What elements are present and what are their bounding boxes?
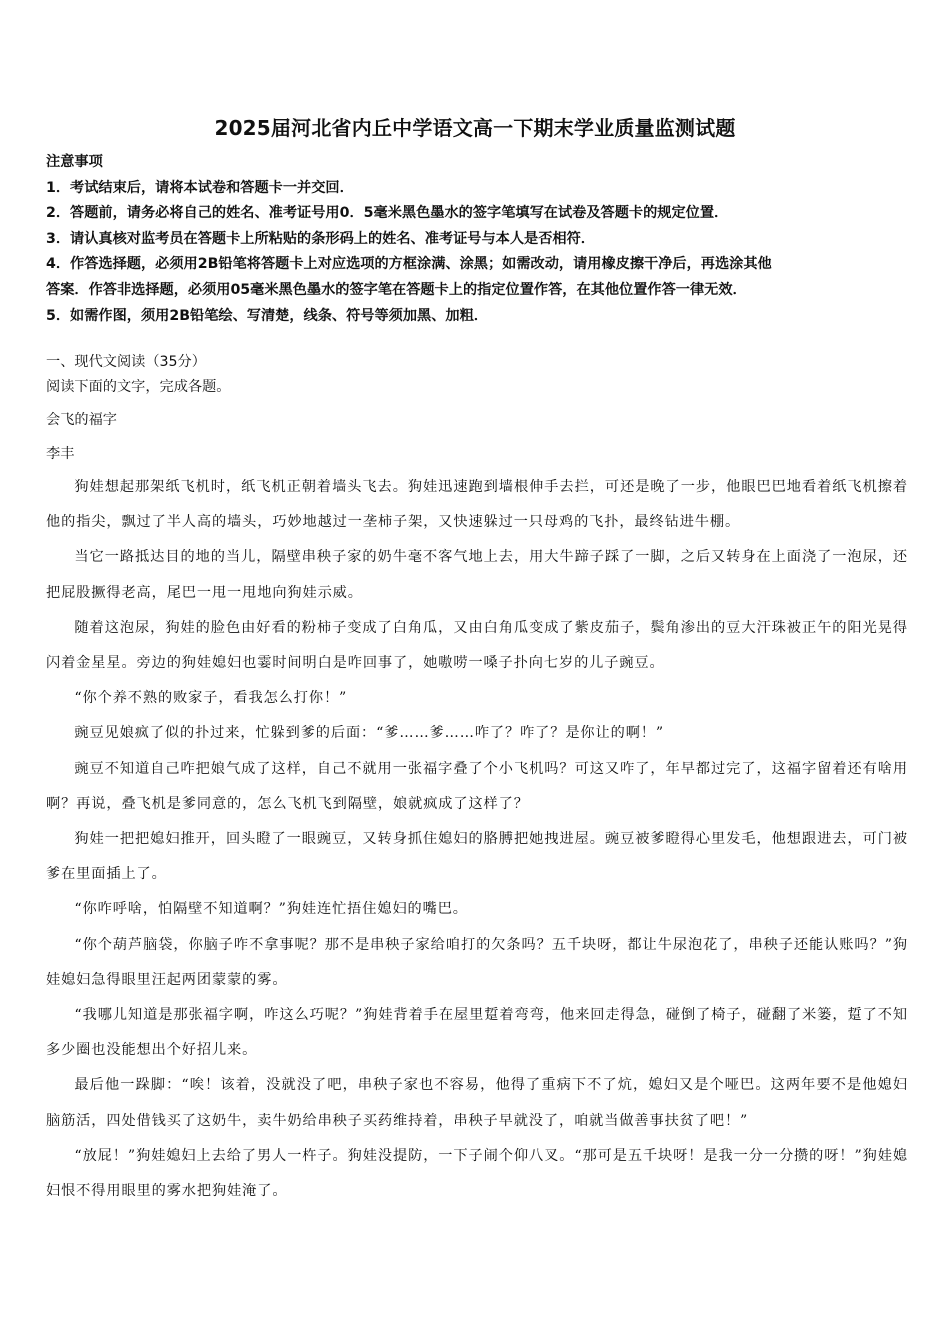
story-paragraph: 狗娃一把把媳妇推开，回头瞪了一眼豌豆，又转身抓住媳妇的胳膊把她拽进屋。豌豆被爹瞪得心里发毛，他想跟进去，可门被爹在里面插上了。 (46, 831, 908, 883)
notice-section (46, 150, 916, 329)
story-paragraph: “放屁！”狗娃媳妇上去给了男人一杵子。狗娃没提防，一下子闹个仰八叉。“那可是五千块呀！是我一分一分攒的呀！”狗娃媳妇恨不得用眼里的雾水把狗娃淹了。 (46, 1147, 908, 1200)
story-paragraph: “你咋呼啥，怕隔壁不知道啊？”狗娃连忙捂住媳妇的嘴巴。 (74, 901, 468, 918)
section-instruction: 阅读下面的文字，完成各题。 (46, 379, 231, 395)
notice-heading: 注意事项 (46, 154, 103, 170)
notice-item: 4．作答选择题，必须用2B铅笔将答题卡上对应选项的方框涂满、涂黑；如需改动，请用橡皮擦干净后，再选涂其他 (46, 256, 772, 273)
story-title: 会飞的福字 (46, 412, 117, 428)
notice-item: 2．答题前，请务必将自己的姓名、准考证号用0．5毫米黑色墨水的签字笔填写在试卷及答题卡的规定位置． (46, 205, 729, 222)
story-paragraph: 狗娃想起那架纸飞机时，纸飞机正朝着墙头飞去。狗娃迅速跑到墙根伸手去拦，可还是晚了一步，他眼巴巴地看着纸飞机擦着他的指尖，飘过了半人高的墙头，巧妙地越过一垄柿子架，又快速躲过一只母鸡的飞扑，最终钻进牛棚。 (46, 479, 908, 531)
story-paragraph: 豌豆不知道自己咋把娘气成了这样，自己不就用一张福字叠了个小飞机吗？可这又咋了，年早都过完了，这福字留着还有啥用啊？再说，叠飞机是爹同意的，怎么飞机飞到隔壁，娘就疯成了这样了？ (46, 760, 908, 812)
story-paragraph: 最后他一跺脚：“唉！该着，没就没了吧，串秧子家也不容易，他得了重病下不了炕，媳妇又是个哑巴。这两年要不是他媳妇脑筋活，四处借钱买了这奶牛，卖牛奶给串秧子买药维持着，串秧子早就没了，咱就当做善事扶贫了吧！” (46, 1077, 908, 1129)
notice-item: 3．请认真核对监考员在答题卡上所粘贴的条形码上的姓名、准考证号与本人是否相符． (46, 230, 595, 247)
section-title: 一、现代文阅读（35分） (46, 354, 206, 370)
page-title: 2025届河北省内丘中学语文高一下期末学业质量监测试题 (214, 116, 736, 140)
reading-section-header (46, 350, 230, 400)
story-body (46, 470, 908, 1209)
story-paragraph: 豌豆见娘疯了似的扑过来，忙躲到爹的后面：“爹……爹……咋了？咋了？是你让的啊！” (74, 725, 665, 742)
notice-item: 1．考试结束后，请将本试卷和答题卡一并交回． (46, 179, 354, 196)
story-paragraph: “你个养不熟的败家子，看我怎么打你！” (74, 690, 348, 707)
story-paragraph: “你个葫芦脑袋，你脑子咋不拿事呢？那不是串秧子家给咱打的欠条吗？五千块呀，都让牛尿泡花了，串秧子还能认账吗？”狗娃媳妇急得眼里汪起两团蒙蒙的雾。 (46, 936, 908, 988)
story-paragraph: 随着这泡尿，狗娃的脸色由好看的粉柿子变成了白角瓜，又由白角瓜变成了紫皮茄子，鬓角渗出的豆大汗珠被正午的阳光晃得闪着金星星。旁边的狗娃媳妇也霎时间明白是咋回事了，她嗷唠一嗓子扑向七岁的儿子豌豆。 (46, 619, 908, 672)
story-paragraph: 当它一路抵达目的地的当儿，隔壁串秧子家的奶牛毫不客气地上去，用大牛蹄子踩了一脚，之后又转身在上面浇了一泡尿，还把屁股撅得老高，尾巴一甩一甩地向狗娃示威。 (46, 549, 908, 601)
story-author: 李丰 (46, 446, 75, 462)
story-paragraph: “我哪儿知道是那张福字啊，咋这么巧呢？”狗娃背着手在屋里踅着弯弯，他来回走得急，碰倒了椅子，碰翻了米篓，踅了不知多少圈也没能想出个好招儿来。 (46, 1007, 908, 1059)
notice-item: 5．如需作图，须用2B铅笔绘、写清楚，线条、符号等须加黑、加粗． (46, 307, 488, 324)
notice-item: 答案．作答非选择题，必须用05毫米黑色墨水的签字笔在答题卡上的指定位置作答，在其他位置作答一律无效． (46, 281, 747, 298)
